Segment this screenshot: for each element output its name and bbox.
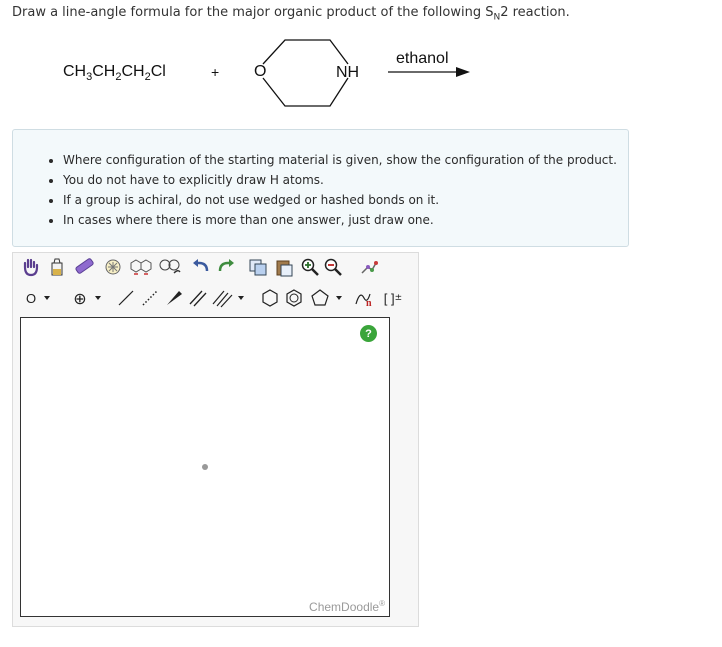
zoom-out-button[interactable]	[322, 255, 344, 279]
svg-text:n: n	[366, 298, 372, 308]
redo-button[interactable]	[214, 255, 238, 279]
trash-icon	[47, 257, 67, 277]
triple-bond-icon	[212, 288, 234, 308]
brand-text: ChemDoodle	[309, 600, 380, 614]
redo-icon	[216, 257, 236, 277]
hashed-bond-icon	[140, 288, 160, 308]
reactant-propyl-chloride: $CH_3CH_2CH_2Cl$	[63, 63, 166, 84]
eraser-button[interactable]	[71, 255, 97, 279]
toolbar-row-2	[13, 286, 418, 316]
bracket-button[interactable]	[379, 286, 407, 310]
chain-n-icon	[354, 288, 376, 308]
chemdoodle-editor	[12, 252, 419, 627]
lasso-icon	[103, 257, 123, 277]
charge-dropdown[interactable]	[69, 286, 105, 310]
ring-templates-button[interactable]	[157, 255, 183, 279]
chevron-down-icon	[95, 296, 101, 300]
paste-icon	[274, 257, 294, 277]
instruction-item: • In cases where there is more than one answer, just draw one.	[63, 210, 628, 230]
toolbar-row-1	[13, 255, 418, 285]
ring-template-icon	[158, 257, 182, 277]
chemdoodle-brand	[309, 599, 385, 614]
brand-mark: ®	[379, 599, 385, 608]
lasso-button[interactable]	[101, 255, 125, 279]
atom-label: O	[25, 290, 37, 306]
bracket-icon: [ ]	[383, 290, 395, 306]
ring-nh-label: NH	[336, 64, 360, 81]
double-bond-button[interactable]	[187, 286, 209, 310]
hashed-bond-button[interactable]	[139, 286, 161, 310]
chain-button[interactable]	[353, 286, 377, 310]
hand-tool-button[interactable]	[19, 255, 43, 279]
question-prefix: Draw a line-angle formula for the major organic product of the following S	[12, 5, 494, 20]
solvent-label: ethanol	[396, 50, 449, 67]
hand-icon	[21, 257, 41, 277]
instructions-list	[13, 130, 628, 230]
benzene-button[interactable]	[283, 286, 305, 310]
zoom-in-icon	[300, 257, 320, 277]
paste-button[interactable]	[272, 255, 296, 279]
question-subscript: N	[493, 12, 501, 23]
copy-icon	[248, 257, 268, 277]
chevron-down-icon	[44, 296, 50, 300]
template-rings-icon	[130, 257, 154, 277]
instructions-box	[12, 129, 629, 247]
chevron-down-icon	[336, 296, 342, 300]
canvas-center-dot	[202, 464, 208, 470]
copy-button[interactable]	[246, 255, 270, 279]
cyclohexane-button[interactable]	[259, 286, 281, 310]
wedge-bond-button[interactable]	[163, 286, 185, 310]
help-icon[interactable]: ?	[360, 325, 377, 342]
instruction-item: • You do not have to explicitly draw H atoms.	[63, 170, 628, 190]
question-text	[12, 5, 570, 23]
clean-structure-button[interactable]	[357, 255, 381, 279]
plus-sign: +	[211, 64, 220, 80]
reaction-scheme	[0, 28, 722, 118]
instruction-item: • If a group is achiral, do not use wedged or hashed bonds on it.	[63, 190, 628, 210]
zoom-out-icon	[323, 257, 343, 277]
question-suffix: 2 reaction.	[500, 5, 570, 20]
double-bond-icon	[188, 288, 208, 308]
undo-button[interactable]	[189, 255, 213, 279]
chevron-down-icon	[238, 296, 244, 300]
benzene-icon	[284, 288, 304, 308]
pentagon-ring-dropdown[interactable]	[307, 286, 345, 310]
single-bond-button[interactable]	[115, 286, 137, 310]
hexagon-icon	[260, 288, 280, 308]
bracket-charge-superscript: ±	[394, 293, 403, 303]
atom-label-dropdown[interactable]	[21, 286, 55, 310]
reaction-arrow-icon	[388, 66, 472, 78]
undo-icon	[191, 257, 211, 277]
zoom-in-button[interactable]	[299, 255, 321, 279]
ring-oxygen-label: O	[254, 63, 267, 80]
pentagon-icon	[310, 288, 330, 308]
templates-button[interactable]	[129, 255, 155, 279]
instruction-item: • Where configuration of the starting material is given, show the configuration of the product.	[63, 150, 628, 170]
drawing-canvas[interactable]	[20, 317, 390, 617]
charge-plus-icon: ⊕	[73, 288, 87, 308]
clean-icon	[359, 257, 379, 277]
wedge-bond-icon	[164, 288, 184, 308]
triple-bond-dropdown[interactable]	[211, 286, 245, 310]
clear-button[interactable]	[45, 255, 69, 279]
single-bond-icon	[116, 288, 136, 308]
eraser-icon	[73, 257, 95, 277]
